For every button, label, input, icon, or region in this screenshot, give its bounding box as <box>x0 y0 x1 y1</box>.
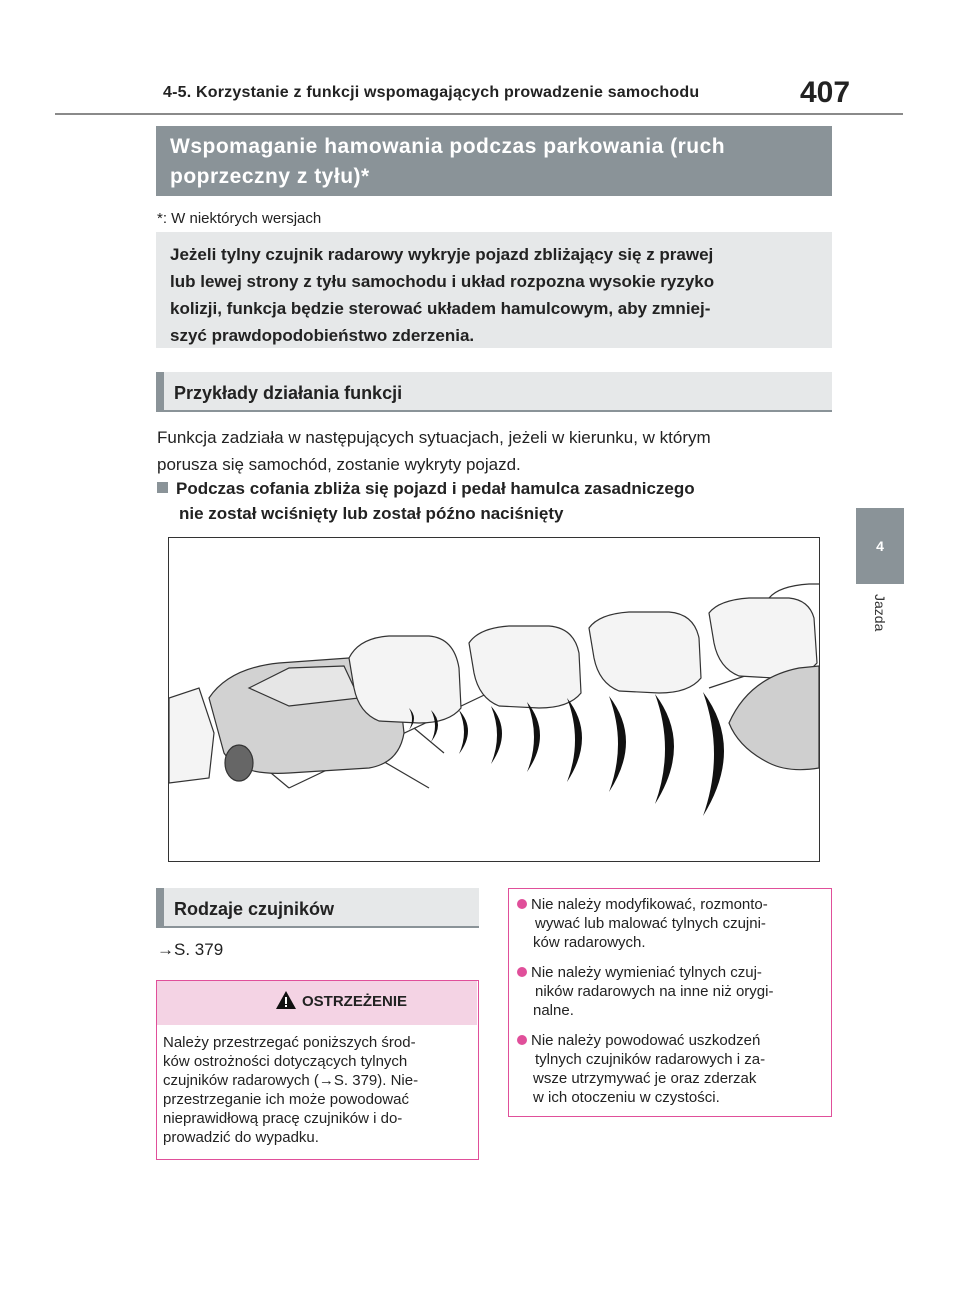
note-line: ków radarowych. <box>533 934 646 951</box>
section-sensors-title: Rodzaje czujników <box>174 899 335 919</box>
parking-illustration <box>168 537 820 862</box>
note-line: tylnych czujników radarowych i za- <box>535 1051 766 1068</box>
chapter-tab-label-wrap <box>858 594 902 654</box>
intro-line: kolizji, funkcja będzie sterować układem hamulcowym, aby zmniej- <box>170 299 711 318</box>
main-title-line: Wspomaganie hamowania podczas parkowania (ruch <box>170 135 726 158</box>
page-number: 407 <box>800 76 851 109</box>
section-main-title <box>156 126 832 196</box>
warning-body <box>163 1033 475 1147</box>
intro-line: Jeżeli tylny czujnik radarowy wykryje pojazd zbliżający się z prawej <box>170 245 714 264</box>
warning-header <box>157 981 477 1025</box>
example-bullet <box>157 476 832 526</box>
footnote: *: W niektórych wersjach <box>157 210 322 227</box>
intro-line: lub lewej strony z tyłu samochodu i układ rozpozna wysokie ryzyko <box>170 272 715 291</box>
note-item <box>517 1031 827 1107</box>
chapter-tab-label: Jazda <box>872 594 888 632</box>
chapter-title: 4-5. Korzystanie z funkcji wspomagających prowadzenie samochodu <box>163 84 700 101</box>
examples-paragraph <box>157 424 832 478</box>
square-bullet-icon <box>157 482 168 493</box>
pink-dot-icon <box>517 899 527 909</box>
note-item <box>517 963 827 1020</box>
warning-line: przestrzeganie ich może powodować <box>163 1091 409 1108</box>
warning-triangle-icon <box>275 990 297 1010</box>
section-examples-header <box>156 372 832 412</box>
warning-title: OSTRZEŻENIE <box>302 993 408 1010</box>
chapter-tab-number: 4 <box>876 538 884 554</box>
note-line: wsze utrzymywać je oraz zderzak <box>533 1070 757 1087</box>
bullet-line: nie został wciśnięty lub został późno naciśnięty <box>179 504 564 523</box>
section-sensors-header <box>156 888 479 928</box>
note-line: w ich otoczeniu w czystości. <box>533 1089 720 1106</box>
note-line: Nie należy powodować uszkodzeń <box>531 1032 761 1049</box>
note-line: wywać lub malować tylnych czujni- <box>535 915 766 932</box>
notes-box <box>508 888 832 1117</box>
page-reference: →S. 379 <box>157 940 224 959</box>
warning-line: prowadzić do wypadku. <box>163 1129 319 1146</box>
note-item <box>517 895 827 952</box>
paragraph-line: Funkcja zadziała w następujących sytuacjach, jeżeli w kierunku, w którym <box>157 428 711 447</box>
section-examples-title: Przykłady działania funkcji <box>174 383 403 403</box>
warning-line: nieprawidłową pracę czujników i do- <box>163 1110 403 1127</box>
warning-line: czujników radarowych (→S. 379). Nie- <box>163 1072 419 1089</box>
chapter-tab <box>856 508 904 584</box>
note-line: Nie należy wymieniać tylnych czuj- <box>531 964 762 981</box>
note-line: Nie należy modyfikować, rozmonto- <box>531 896 768 913</box>
warning-line: Należy przestrzegać poniższych środ- <box>163 1034 416 1051</box>
pink-dot-icon <box>517 967 527 977</box>
intro-box <box>156 232 832 348</box>
main-title-line: poprzeczny z tyłu)* <box>170 165 370 188</box>
warning-line: ków ostrożności dotyczących tylnych <box>163 1053 408 1070</box>
paragraph-line: porusza się samochód, zostanie wykryty pojazd. <box>157 455 521 474</box>
intro-line: szyć prawdopodobieństwo zderzenia. <box>170 326 475 345</box>
header-divider <box>55 113 903 115</box>
bullet-line: Podczas cofania zbliża się pojazd i pedał hamulca zasadniczego <box>176 479 695 498</box>
warning-box <box>156 980 479 1160</box>
parking-scene-graphic <box>169 538 819 860</box>
pink-dot-icon <box>517 1035 527 1045</box>
note-line: ników radarowych na inne niż orygi- <box>535 983 774 1000</box>
note-line: nalne. <box>533 1002 574 1019</box>
